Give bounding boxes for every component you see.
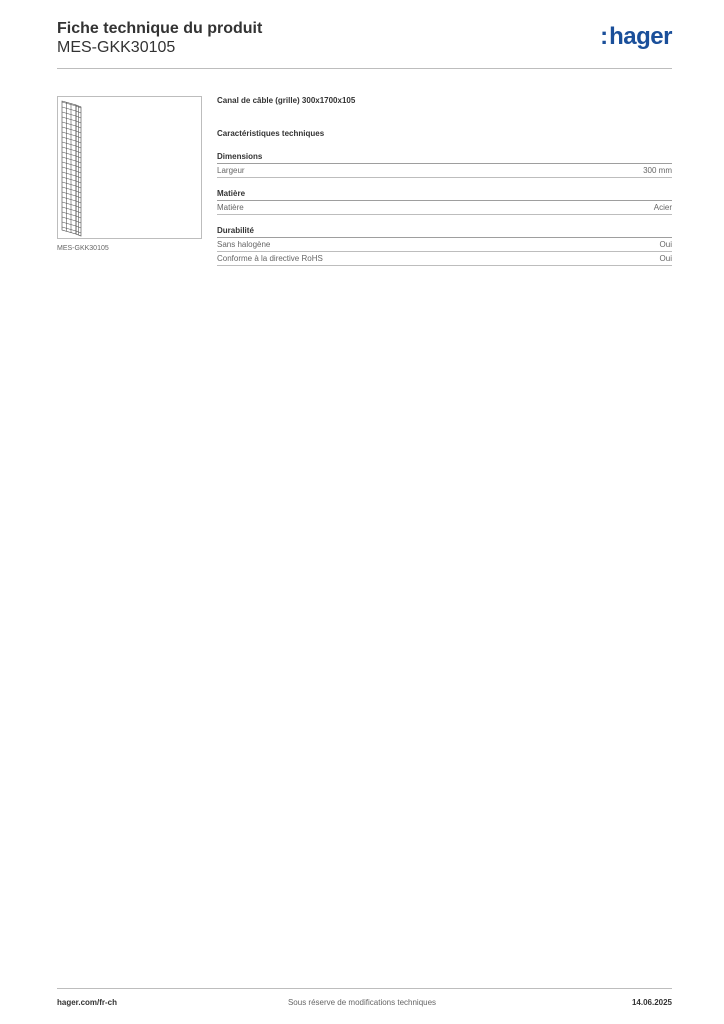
mesh-wire xyxy=(62,102,81,108)
spec-row xyxy=(217,238,672,252)
mesh-wire xyxy=(62,212,81,218)
mesh-wire xyxy=(62,147,81,153)
spec-row xyxy=(217,201,672,215)
mesh-wire xyxy=(62,107,81,113)
spec-row xyxy=(217,164,672,178)
footer-date: 14.06.2025 xyxy=(631,998,672,1007)
footer-disclaimer: Sous réserve de modifications techniques xyxy=(287,998,437,1007)
cable-tray-grid-image xyxy=(58,97,201,238)
spec-label: Largeur xyxy=(217,166,245,175)
spec-value: Oui xyxy=(659,254,672,263)
mesh-wire xyxy=(62,187,81,193)
section-label: Caractéristiques techniques xyxy=(217,129,325,138)
logo-colon-mark: : xyxy=(600,23,609,50)
mesh-wire xyxy=(62,157,81,163)
logo-text: hager xyxy=(609,23,672,50)
mesh-wire xyxy=(62,217,81,223)
spec-value: Acier xyxy=(653,203,672,212)
spec-value: Oui xyxy=(659,240,672,249)
mesh-wire xyxy=(62,117,81,123)
mesh-wire xyxy=(62,152,81,158)
mesh-wire xyxy=(62,172,81,178)
mesh-wire xyxy=(62,162,81,168)
spec-row xyxy=(217,252,672,266)
spec-content xyxy=(217,96,672,277)
spec-group-material xyxy=(217,189,672,215)
group-title: Durabilité xyxy=(217,226,672,238)
page-title: Fiche technique du produit xyxy=(57,20,263,37)
product-image xyxy=(57,96,202,239)
footer-website: hager.com/fr-ch xyxy=(57,998,118,1007)
spec-label: Conforme à la directive RoHS xyxy=(217,254,323,263)
mesh-wire xyxy=(62,207,81,213)
mesh-wire xyxy=(62,192,81,198)
product-code: MES-GKK30105 xyxy=(57,39,176,56)
mesh-wire xyxy=(62,137,81,143)
group-title: Matière xyxy=(217,189,672,201)
footer-divider xyxy=(57,988,672,989)
mesh-wire xyxy=(62,112,81,118)
spec-label: Sans halogène xyxy=(217,240,271,249)
spec-label: Matière xyxy=(217,203,244,212)
mesh-wire xyxy=(62,132,81,138)
group-title: Dimensions xyxy=(217,152,672,164)
image-caption: MES-GKK30105 xyxy=(57,245,109,252)
mesh-wire xyxy=(62,142,81,148)
product-title: Canal de câble (grille) 300x1700x105 xyxy=(217,96,356,105)
spec-value: 300 mm xyxy=(643,166,672,175)
spec-group-dimensions xyxy=(217,152,672,178)
mesh-wire xyxy=(62,122,81,128)
hager-logo xyxy=(600,25,672,49)
mesh-wire xyxy=(62,167,81,173)
mesh-wire xyxy=(62,227,81,233)
mesh-wire xyxy=(62,182,81,188)
mesh-wire xyxy=(62,202,81,208)
header-divider xyxy=(57,68,672,69)
mesh-wire xyxy=(62,222,81,228)
mesh-wire xyxy=(62,127,81,133)
mesh-wire xyxy=(62,197,81,203)
mesh-wire xyxy=(62,177,81,183)
spec-group-durability xyxy=(217,226,672,266)
